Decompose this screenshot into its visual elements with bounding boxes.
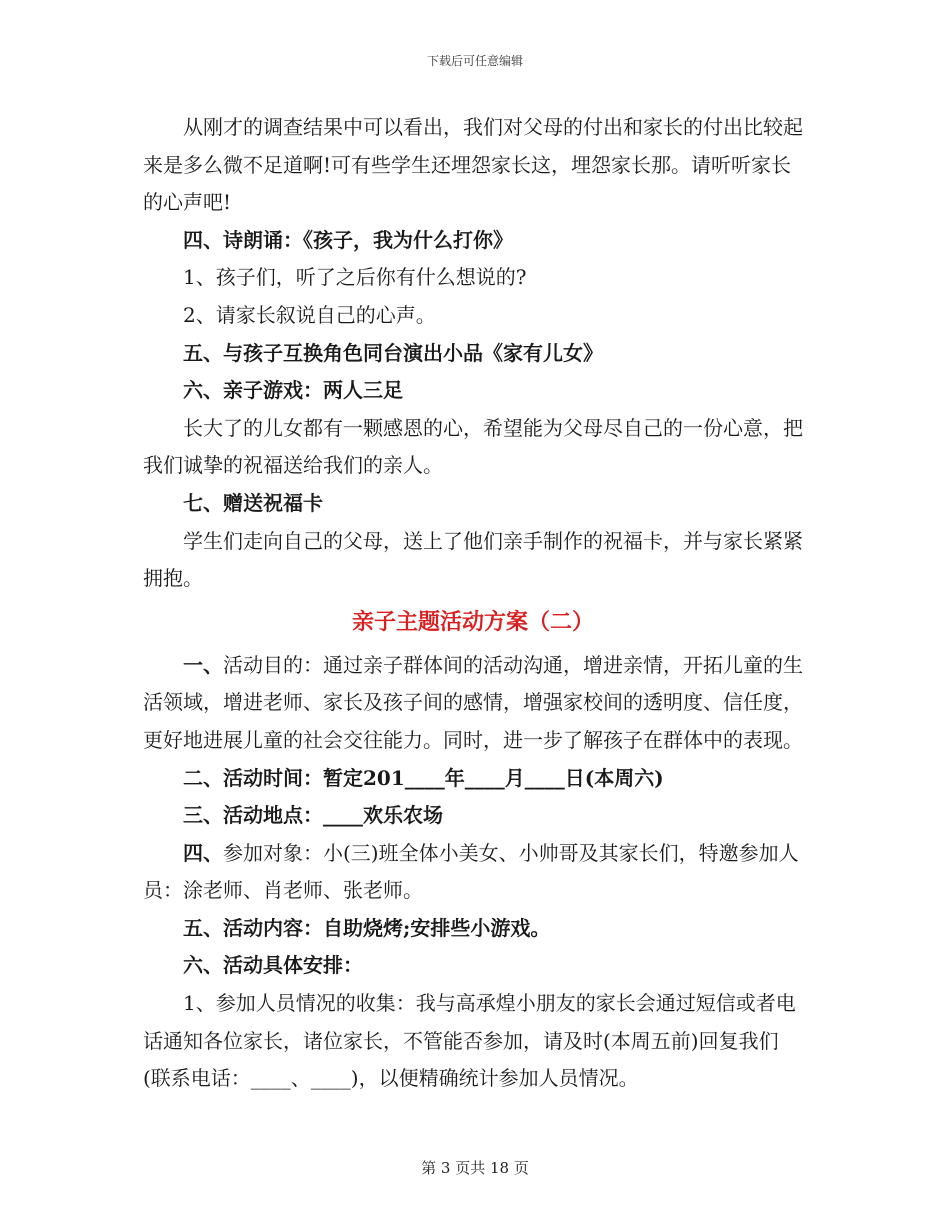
section-one bbox=[143, 109, 803, 598]
item-purpose bbox=[143, 647, 803, 760]
paragraph: 长大了的儿女都有一颗感恩的心，希望能为父母尽自己的一份心意，把我们诚挚的祝福送给我们的亲人。 bbox=[143, 415, 803, 478]
item-text: 参加对象：小(三)班全体小美女、小帅哥及其家长们，特邀参加人员：涂老师、肖老师、张老师。 bbox=[143, 840, 799, 903]
item-text: 活动目的：通过亲子群体间的活动沟通，增进亲情，开拓儿童的生活领域，增进老师、家长及孩子间的感情，增强家校间的透明度、信任度，更好地进展儿童的社会交往能力。同时，进一步了解孩子在群体中的表现。 bbox=[143, 652, 803, 752]
heading-skit: 五、与孩子互换角色同台演出小品《家有儿女》 bbox=[183, 340, 603, 365]
page-footer: 第 3 页共 18 页 bbox=[421, 1159, 529, 1177]
section-two bbox=[143, 647, 803, 1098]
item-label: 二、活动时间：暂定201____年____月____日(本周六) bbox=[183, 765, 664, 790]
paragraph: 学生们走向自己的父母，送上了他们亲手制作的祝福卡，并与家长紧紧拥抱。 bbox=[143, 528, 803, 591]
item-label: 四、 bbox=[183, 840, 223, 865]
item-label: 五、活动内容：自助烧烤;安排些小游戏。 bbox=[183, 915, 551, 940]
item-label: 六、活动具体安排： bbox=[183, 953, 363, 978]
item-location bbox=[143, 797, 803, 835]
heading-game: 六、亲子游戏：两人三足 bbox=[183, 378, 403, 403]
item-time bbox=[143, 760, 803, 798]
heading-poem: 四、诗朗诵：《孩子，我为什么打你》 bbox=[183, 227, 513, 252]
item-content bbox=[143, 910, 803, 948]
heading-card: 七、赠送祝福卡 bbox=[183, 490, 323, 515]
item-text: 1、参加人员情况的收集：我与高承煌小朋友的家长会通过短信或者电话通知各位家长，诸位家长，不管能否参加，请及时(本周五前)回复我们(联系电话：____、____)，以便精确统计参加人员情况。 bbox=[143, 991, 796, 1091]
section-title: 亲子主题活动方案（二） bbox=[351, 608, 594, 635]
paragraph: 2、请家长叙说自己的心声。 bbox=[183, 302, 436, 327]
page-content bbox=[143, 109, 803, 1098]
paragraph: 从刚才的调查结果中可以看出，我们对父母的付出和家长的付出比较起来是多么微不足道啊!可有些学生还埋怨家长这，埋怨家长那。请听听家长的心声吧! bbox=[143, 115, 803, 215]
item-participants bbox=[143, 835, 803, 910]
page-header: 下载后可任意编辑 bbox=[426, 54, 523, 68]
item-collection bbox=[143, 985, 803, 1098]
item-label: 三、活动地点：____欢乐农场 bbox=[183, 803, 443, 828]
paragraph: 1、孩子们，听了之后你有什么想说的? bbox=[183, 265, 527, 290]
item-label: 一、 bbox=[183, 652, 223, 677]
item-arrangement bbox=[143, 947, 803, 985]
